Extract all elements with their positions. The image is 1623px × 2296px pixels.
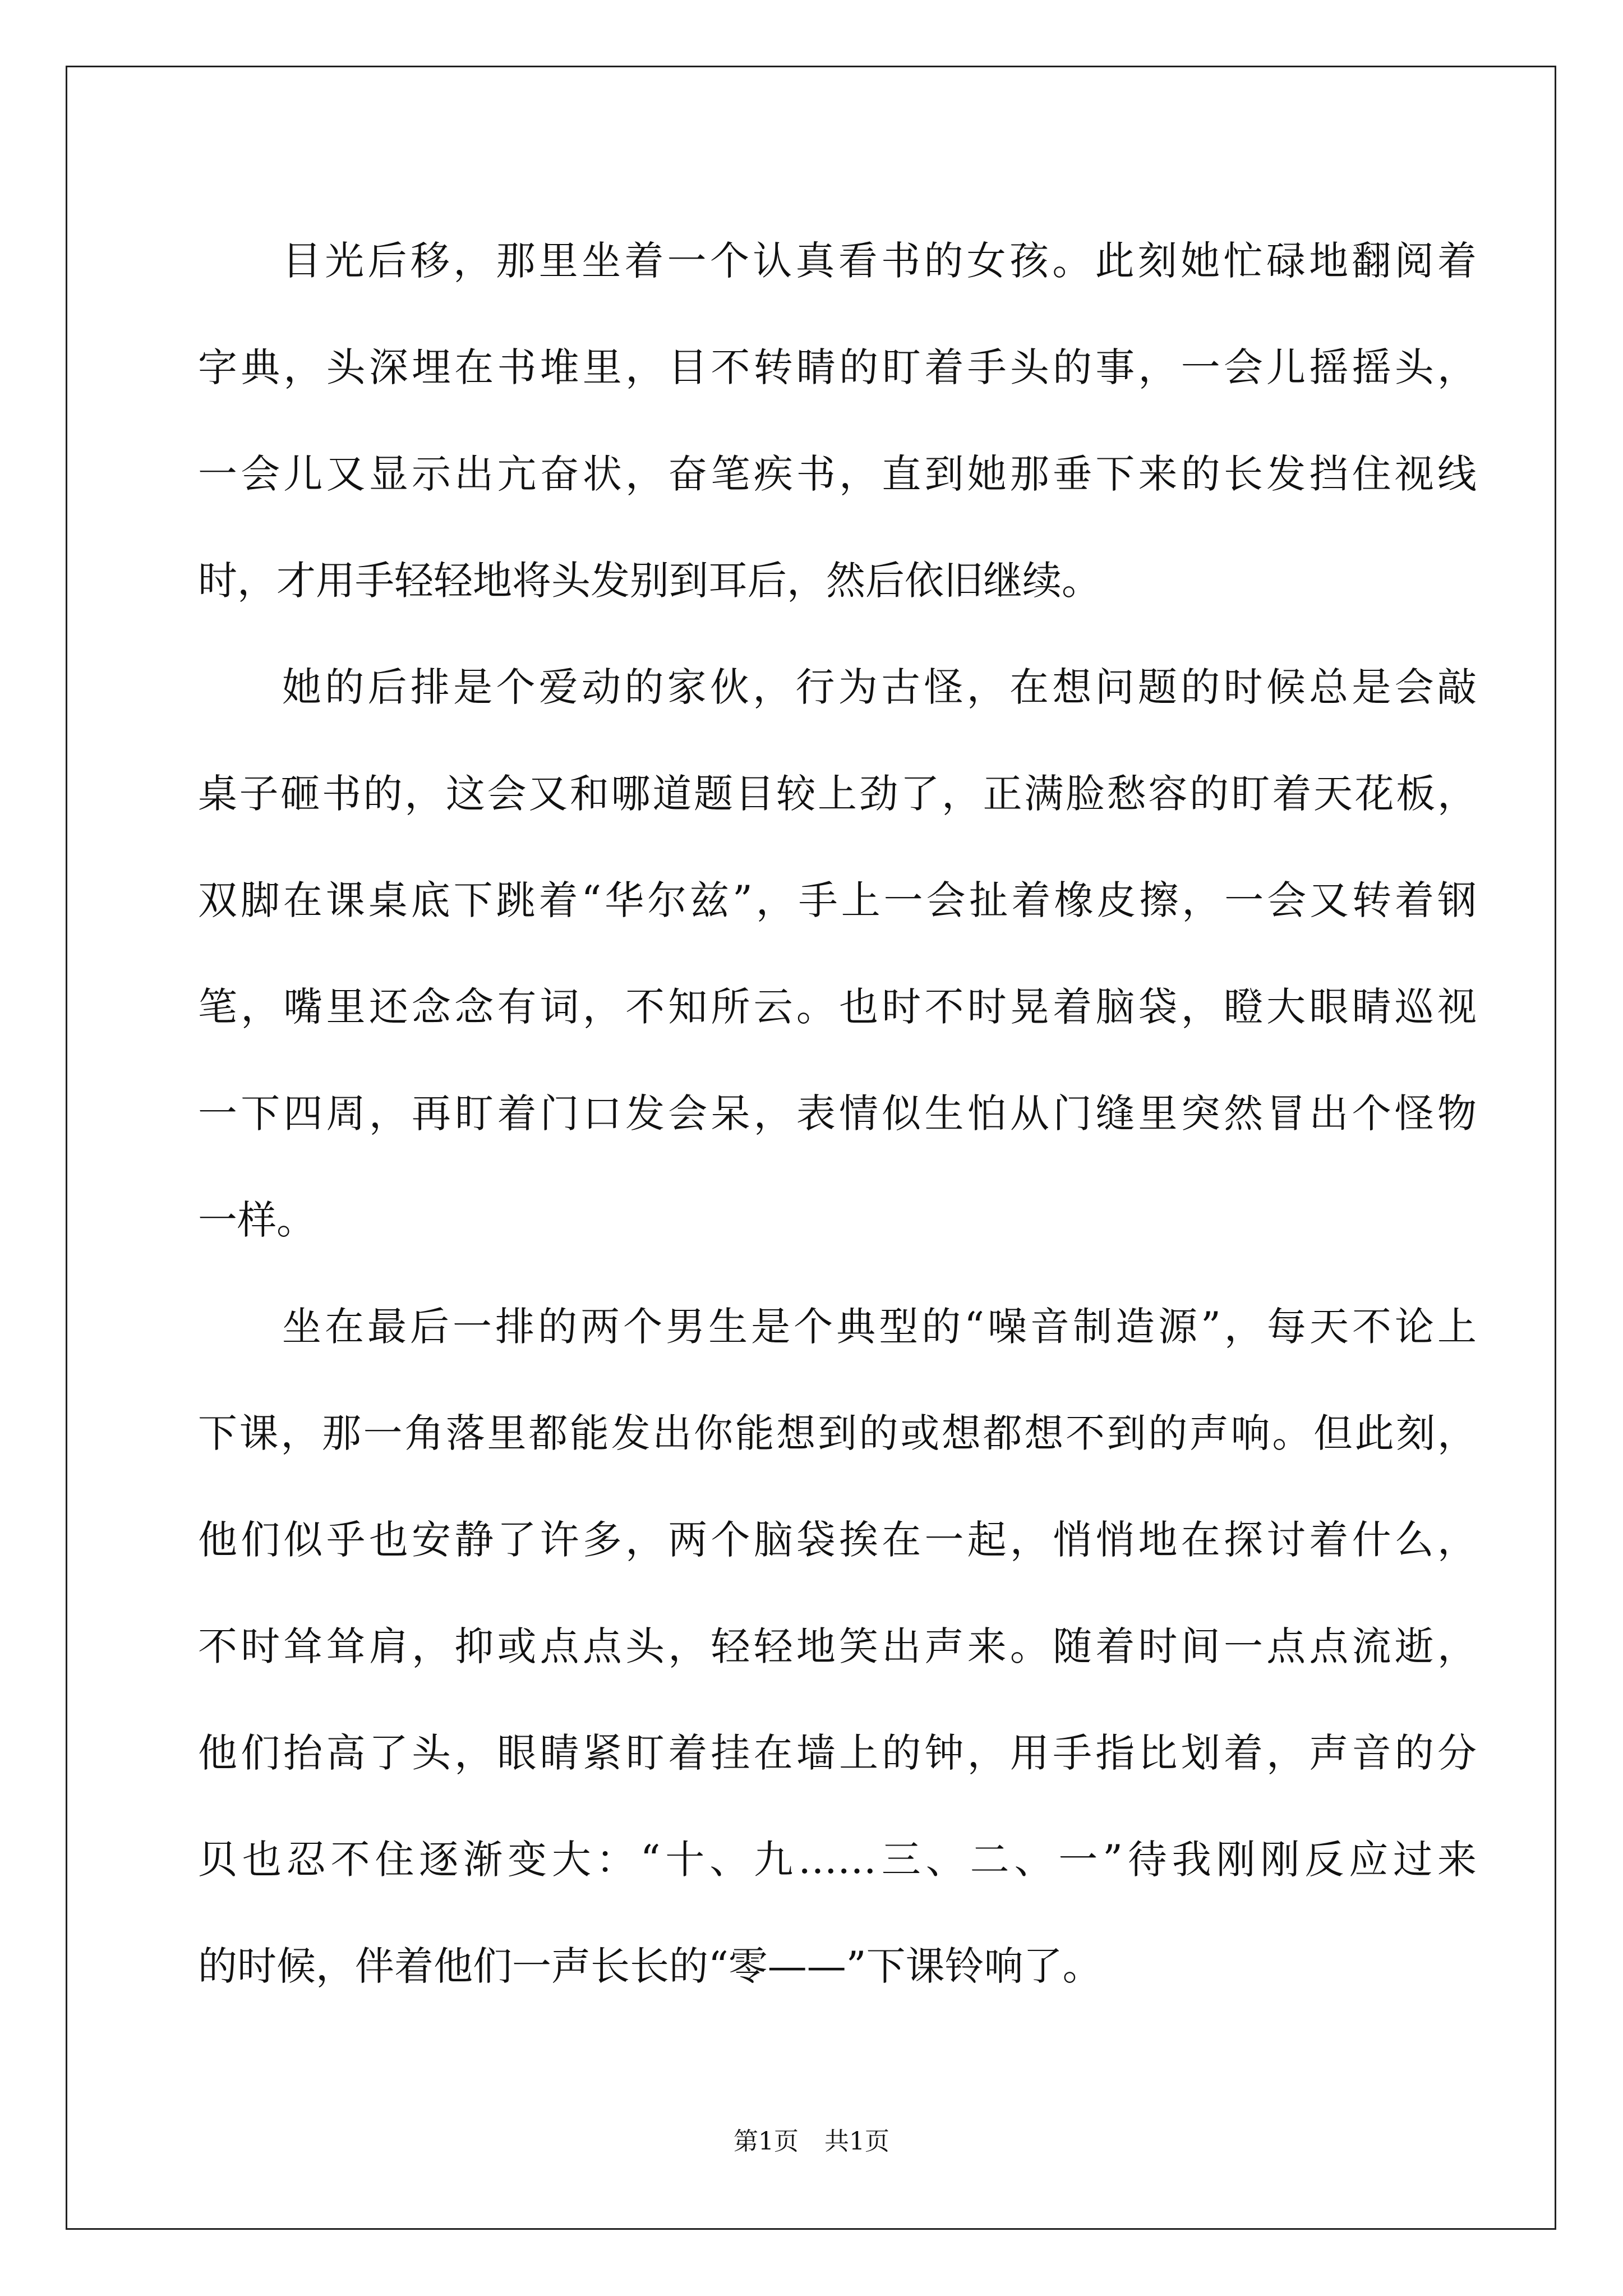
text-line: 笔，嘴里还念念有词，不知所云。也时不时晃着脑袋，瞪大眼睛巡视	[198, 984, 1477, 1030]
text-line: 一会儿又显示出亢奋状，奋笔疾书，直到她那垂下来的长发挡住视线	[198, 451, 1477, 497]
text-line: 下课，那一角落里都能发出你能想到的或想都想不到的声响。但此刻，	[198, 1410, 1477, 1456]
text-line: 贝也忍不住逐渐变大：“十、九……三、二、一”待我刚刚反应过来	[198, 1837, 1477, 1883]
text-line: 字典，头深埋在书堆里，目不转睛的盯着手头的事，一会儿摇摇头，	[198, 344, 1477, 390]
text-line: 双脚在课桌底下跳着“华尔兹”，手上一会扯着橡皮擦，一会又转着钢	[198, 877, 1477, 923]
text-line: 桌子砸书的，这会又和哪道题目较上劲了，正满脸愁容的盯着天花板，	[198, 771, 1477, 817]
page-footer	[0, 2125, 1623, 2159]
text-line: 坐在最后一排的两个男生是个典型的“噪音制造源”，每天不论上	[282, 1304, 1477, 1350]
text-line: 不时耸耸肩，抑或点点头，轻轻地笑出声来。随着时间一点点流逝，	[198, 1623, 1477, 1669]
page-number: 第1页	[734, 2127, 799, 2156]
text-line: 一样。	[198, 1197, 316, 1243]
text-line: 他们抬高了头，眼睛紧盯着挂在墙上的钟，用手指比划着，声音的分	[198, 1730, 1477, 1776]
text-line: 一下四周，再盯着门口发会呆，表情似生怕从门缝里突然冒出个怪物	[198, 1091, 1477, 1137]
document-body	[198, 208, 1477, 2019]
text-line: 目光后移，那里坐着一个认真看书的女孩。此刻她忙碌地翻阅着	[282, 238, 1477, 284]
text-line: 他们似乎也安静了许多，两个脑袋挨在一起，悄悄地在探讨着什么，	[198, 1517, 1477, 1563]
text-line: 时，才用手轻轻地将头发别到耳后，然后依旧继续。	[198, 558, 1101, 604]
text-line: 她的后排是个爱动的家伙，行为古怪，在想问题的时候总是会敲	[282, 664, 1477, 710]
page-total: 共1页	[824, 2127, 889, 2156]
text-line: 的时候，伴着他们一声长长的“零——”下课铃响了。	[198, 1943, 1102, 1989]
